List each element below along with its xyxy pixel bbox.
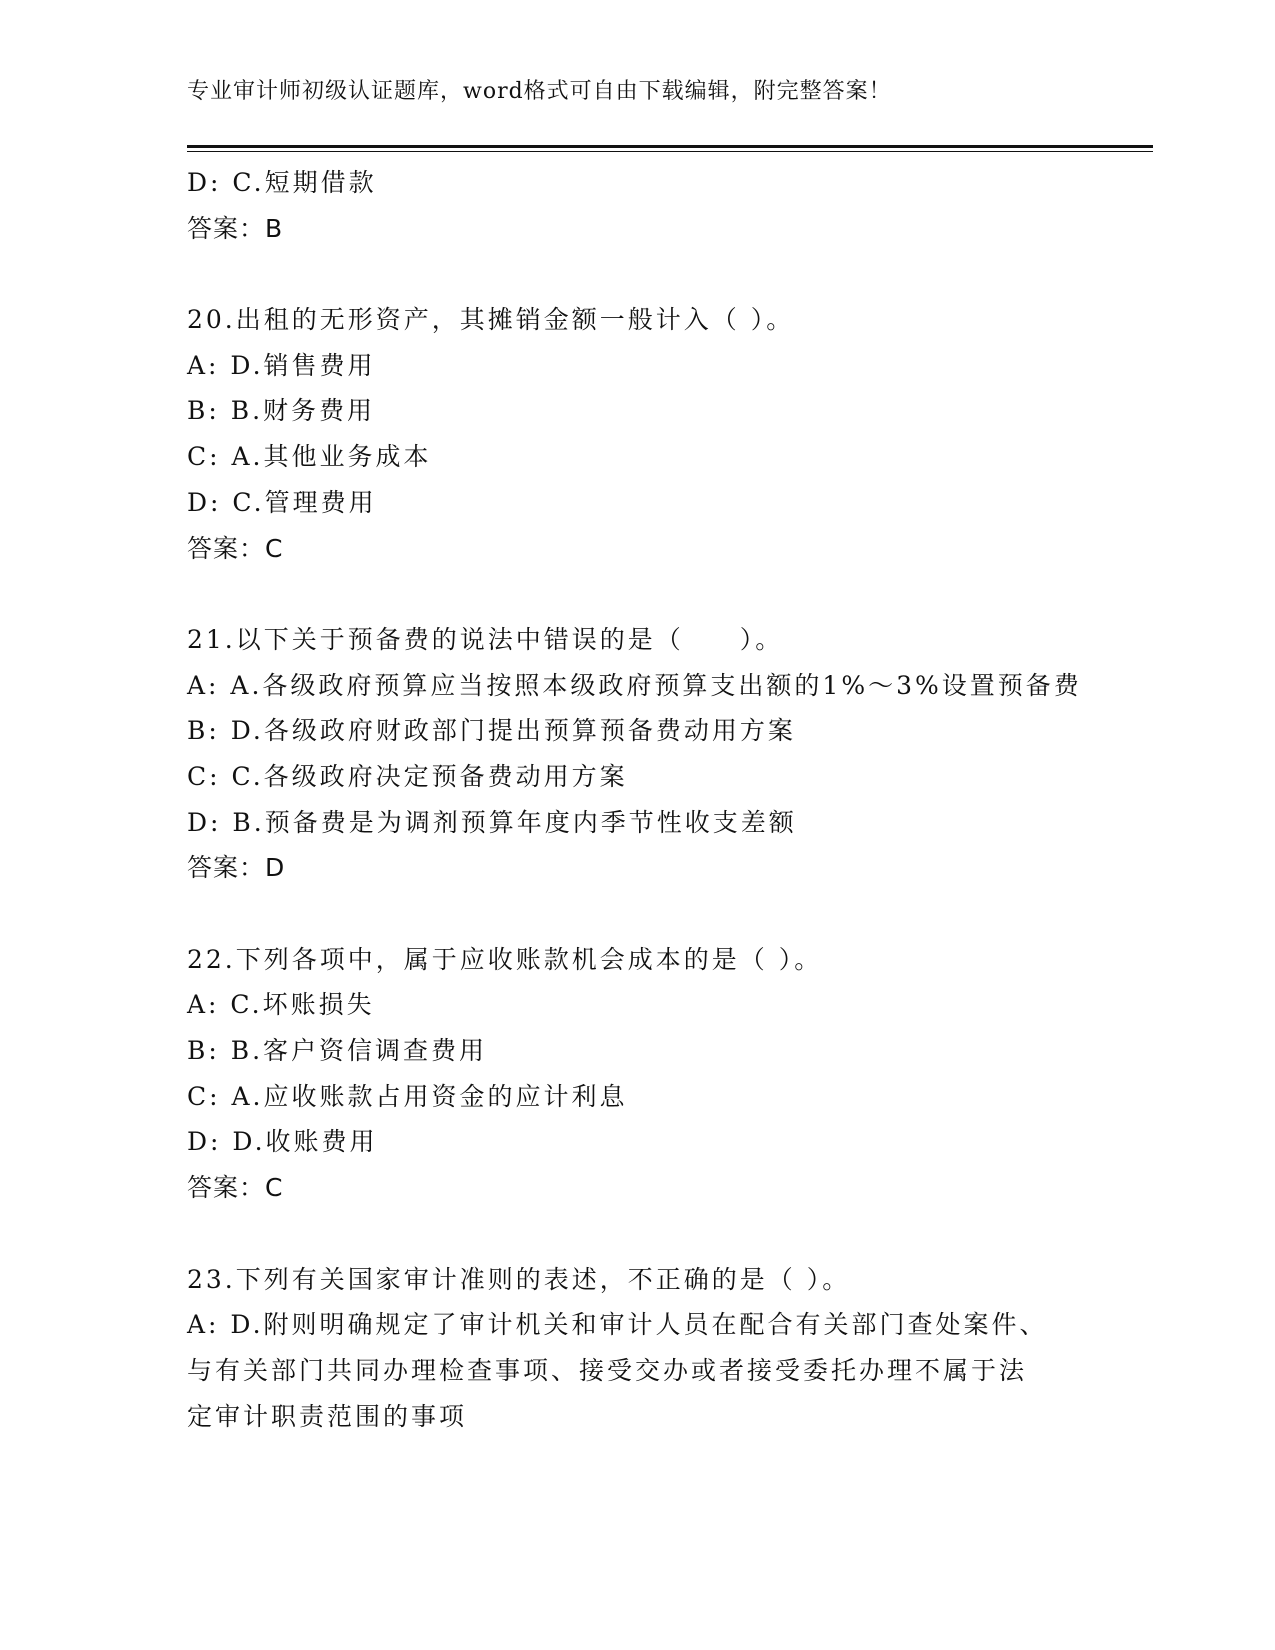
header-divider-thin <box>187 151 1153 152</box>
question-stem: 23.下列有关国家审计准则的表述，不正确的是（ ）。 <box>187 1264 851 1294</box>
option-b: B: B.客户资信调查费用 <box>187 1036 488 1066</box>
question-answer: 答案：C <box>187 533 284 563</box>
option-b: B: B.财务费用 <box>187 396 376 426</box>
prev-question-option-d: D: C.短期借款 <box>187 168 377 197</box>
header-divider-thick <box>187 145 1153 148</box>
option-a: A: A.各级政府预算应当按照本级政府预算支出额的1%～3%设置预备费 <box>187 670 1082 700</box>
page-header-title: 专业审计师初级认证题库，word格式可自由下载编辑，附完整答案！ <box>187 79 892 104</box>
question-23 <box>187 1257 1087 1440</box>
spacer <box>187 1211 1087 1257</box>
spacer <box>187 251 1087 297</box>
option-c: C: A.应收账款占用资金的应计利息 <box>187 1081 628 1111</box>
option-a-line-3: 定审计职责范围的事项 <box>187 1401 468 1431</box>
option-a: A: C.坏账损失 <box>187 990 375 1020</box>
spacer <box>187 891 1087 937</box>
question-stem: 20.出租的无形资产，其摊销金额一般计入（ ）。 <box>187 305 795 335</box>
option-a-line-1: A: D.附则明确规定了审计机关和审计人员在配合有关部门查处案件、 <box>187 1310 1048 1340</box>
option-c: C: C.各级政府决定预备费动用方案 <box>187 761 628 791</box>
question-21 <box>187 617 1087 891</box>
question-answer: 答案：C <box>187 1173 284 1203</box>
option-a: A: D.销售费用 <box>187 350 376 380</box>
option-d: D: C.管理费用 <box>187 487 377 517</box>
option-d: D: D.收账费用 <box>187 1127 378 1157</box>
option-a-line-2: 与有关部门共同办理检查事项、接受交办或者接受委托办理不属于法 <box>187 1355 1028 1385</box>
question-22 <box>187 937 1087 1211</box>
question-list <box>187 160 1087 1439</box>
question-answer: 答案：D <box>187 853 286 883</box>
question-stem: 21.以下关于预备费的说法中错误的是（ ）。 <box>187 624 784 654</box>
spacer <box>187 571 1087 617</box>
question-20 <box>187 297 1087 571</box>
option-c: C: A.其他业务成本 <box>187 442 432 472</box>
option-d: D: B.预备费是为调剂预算年度内季节性收支差额 <box>187 807 797 837</box>
question-stem: 22.下列各项中，属于应收账款机会成本的是（ ）。 <box>187 944 823 974</box>
prev-question-answer: 答案：B <box>187 213 284 243</box>
option-b: B: D.各级政府财政部门提出预算预备费动用方案 <box>187 716 796 746</box>
